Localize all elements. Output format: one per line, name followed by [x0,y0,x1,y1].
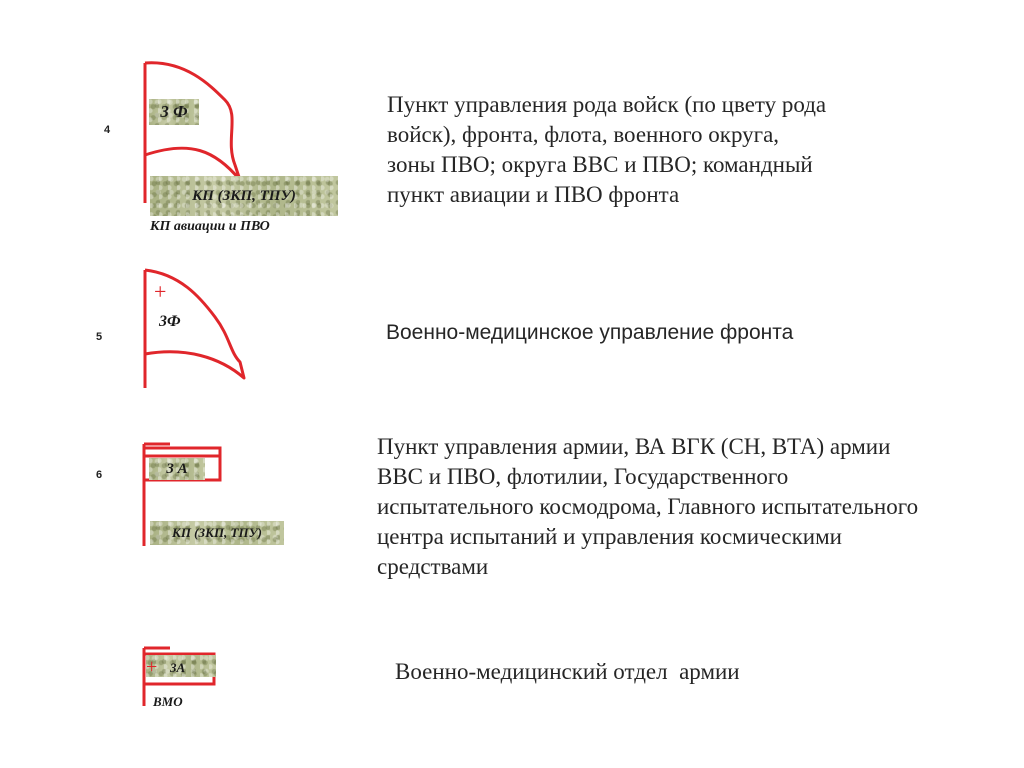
description-line: пункт авиации и ПВО фронта [387,182,680,207]
description-line: центра испытаний и управления космическими [377,524,842,549]
description-block [387,90,826,210]
command-post-label: КП (ЗКП, ТПУ) [192,187,296,204]
medical-cross-icon: + [154,279,167,304]
medical-cross-icon: + [146,656,158,678]
flag-label: 3А [170,660,186,675]
description-line: войск), фронта, флота, военного округа, [387,122,780,147]
description-line: испытательного космодрома, Главного испытательного [377,494,919,519]
medical-flag-symbol [130,262,260,392]
description-line: Пункт управления армии, ВА ВГК (СН, ВТА) армии [377,434,891,459]
symbol-caption: КП авиации и ПВО [150,219,270,234]
description-line: ВВС и ПВО, флотилии, Государственного [377,464,789,489]
flag-label: 3Ф [159,313,181,330]
row-number: 5 [96,331,103,343]
symbol-caption: ВМО [153,694,183,709]
description-line: Пункт управления рода войск (по цвету рода [387,92,827,117]
command-post-box [150,176,338,216]
row-number: 4 [104,124,111,136]
description-line: средствами [377,554,489,579]
flag-label-box [149,458,205,480]
flag-label: 3 А [166,460,188,477]
description-block [386,318,793,348]
description-line: зоны ПВО; округа ВВС и ПВО; командный [387,152,813,177]
description-line: Военно-медицинское управление фронта [386,321,794,344]
description-block [395,657,740,687]
command-post-box [150,521,284,545]
flag-label-box [149,99,199,125]
description-block [377,432,918,582]
flag-label: 3 Ф [160,102,188,121]
command-post-label: КП (ЗКП, ТПУ) [172,525,262,540]
row-number: 6 [96,469,103,481]
description-line: Военно-медицинский отдел армии [395,659,740,684]
